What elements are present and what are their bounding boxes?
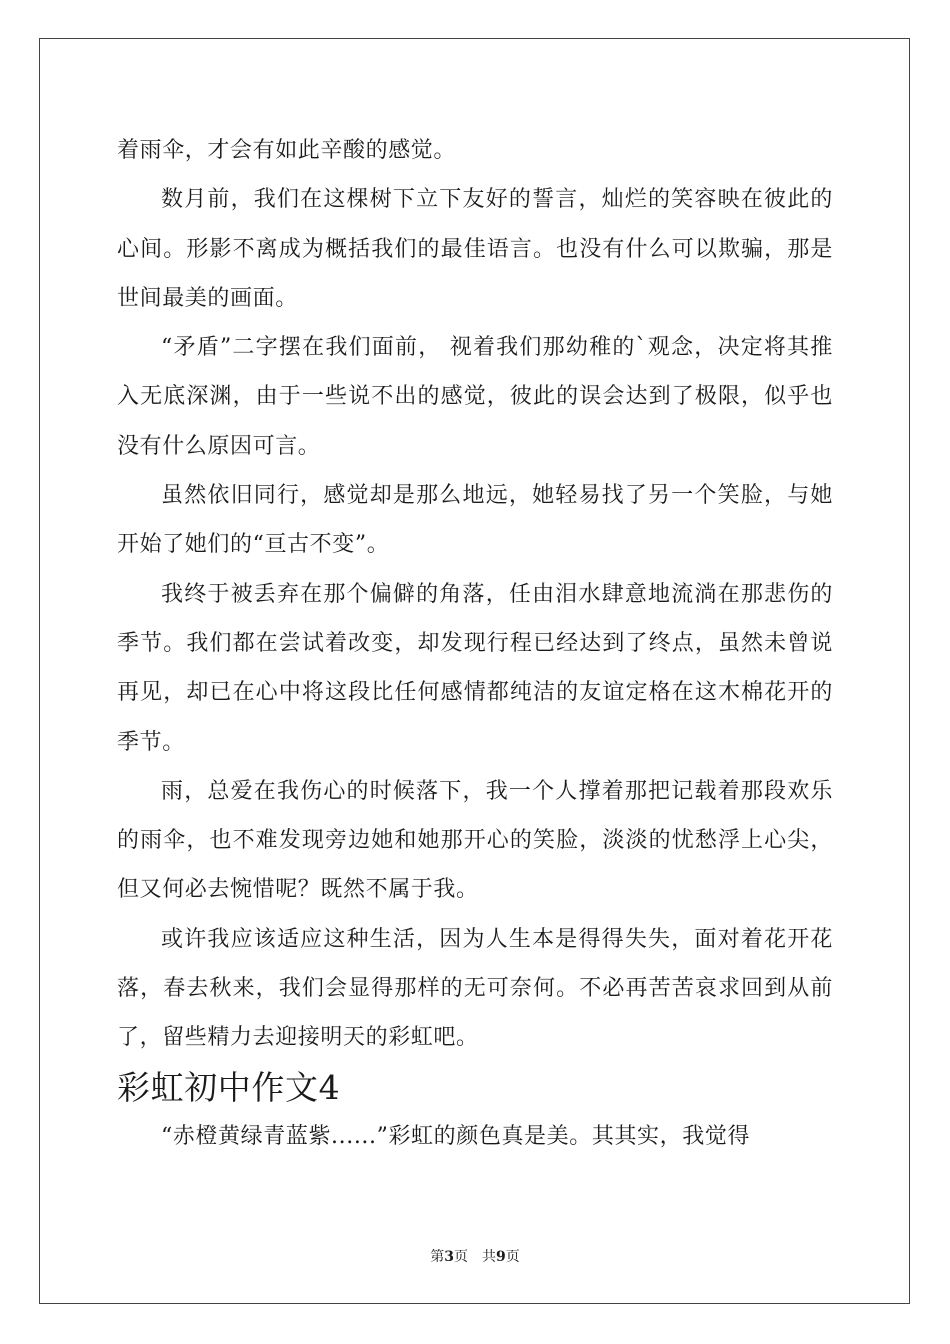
section-heading: 彩虹初中作文4: [117, 1067, 341, 1107]
footer-page-mid: 页 共: [454, 1249, 496, 1265]
footer-total-pages: 9: [496, 1249, 506, 1265]
footer-page-prefix: 第: [430, 1249, 445, 1265]
paragraph-1: 着雨伞，才会有如此辛酸的感觉。: [117, 138, 457, 163]
paragraph-6: 雨，总爱在我伤心的时候落下，我一个人撑着那把记载着那段欢乐的雨伞，也不难发现旁边她和她那开心的笑脸，淡淡的忧愁浮上心尖，但又何必去惋惜呢？既然不属于我。: [117, 778, 833, 903]
paragraph-5: 我终于被丢弃在那个偏僻的角落，任由泪水肆意地流淌在那悲伤的季节。我们都在尝试着改变，却发现行程已经达到了终点，虽然未曾说再见，却已在心中将这段比任何感情都纯洁的友谊定格在这木棉花开的季节。: [117, 581, 833, 755]
footer-current-page: 3: [444, 1249, 454, 1265]
page-footer: [0, 1246, 950, 1266]
paragraph-3: “矛盾”二字摆在我们面前， 视着我们那幼稚的`观念，决定将其推入无底深渊，由于一些说不出的感觉，彼此的误会达到了极限，似乎也没有什么原因可言。: [117, 335, 833, 459]
document-body: [117, 126, 833, 1161]
paragraph-8: “赤橙黄绿青蓝紫......”彩虹的颜色真是美。其其实，我觉得: [161, 1123, 751, 1149]
paragraph-7: 或许我应该适应这种生活，因为人生本是得得失失，面对着花开花落，春去秋来，我们会显得那样的无可奈何。不必再苦苦哀求回到从前了，留些精力去迎接明天的彩虹吧。: [117, 926, 833, 1051]
paragraph-4: 虽然依旧同行，感觉却是那么地远，她轻易找了另一个笑脸，与她开始了她们的“亘古不变”。: [117, 483, 833, 558]
footer-page-suffix: 页: [505, 1249, 520, 1265]
paragraph-2: 数月前，我们在这棵树下立下友好的誓言，灿烂的笑容映在彼此的心间。形影不离成为概括我们的最佳语言。也没有什么可以欺骗，那是世间最美的画面。: [117, 187, 833, 311]
